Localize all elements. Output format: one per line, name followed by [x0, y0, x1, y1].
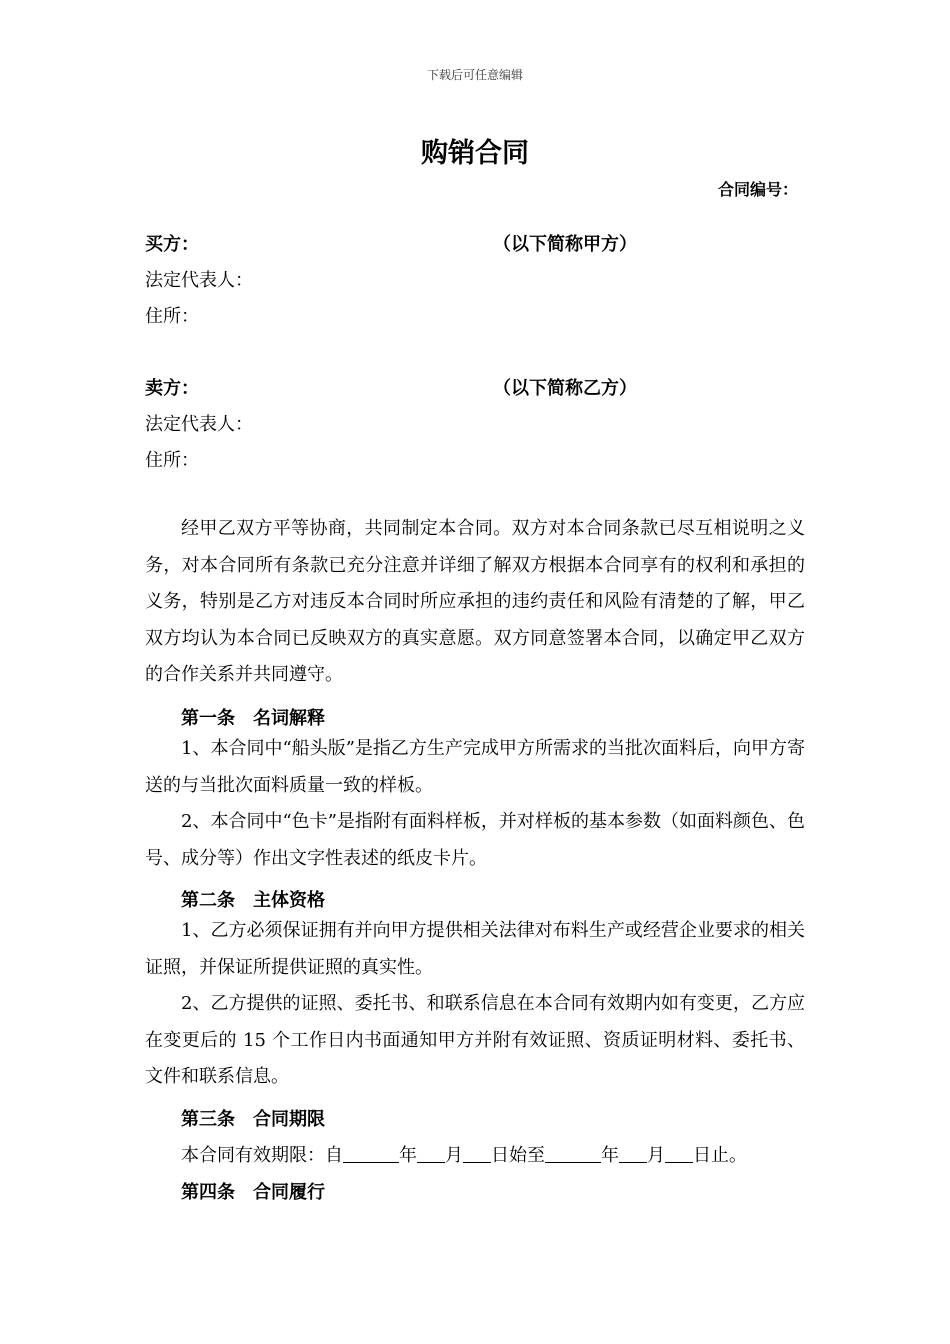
- header-note: 下载后可任意编辑: [426, 68, 523, 82]
- article3-term-line: [181, 1141, 747, 1167]
- start-year-label: 年: [399, 1145, 417, 1166]
- article3-heading: 第三条 合同期限: [181, 1109, 325, 1130]
- start-year-blank: [343, 1144, 399, 1163]
- article2-heading: 第二条 主体资格: [181, 890, 325, 911]
- buyer-representative-label: 法定代表人：: [145, 270, 253, 291]
- start-month-blank: [417, 1144, 445, 1163]
- buyer-alias: （以下简称甲方）: [493, 234, 637, 255]
- article1-item1: 1、本合同中“船头版”是指乙方生产完成甲方所需求的当批次面料后，向甲方寄送的与当批次面料质量一致的样板。: [145, 738, 805, 796]
- seller-representative-label: 法定代表人：: [145, 414, 253, 435]
- article2-item1: 1、乙方必须保证拥有并向甲方提供相关法律对布料生产或经营企业要求的相关证照，并保证所提供证照的真实性。: [145, 920, 805, 978]
- article2-item2: 2、乙方提供的证照、委托书、和联系信息在本合同有效期内如有变更，乙方应在变更后的 15 个工作日内书面通知甲方并附有效证照、资质证明材料、委托书、文件和联系信息。: [145, 993, 805, 1088]
- end-month-label: 月: [647, 1145, 665, 1166]
- article4-heading: 第四条 合同履行: [181, 1182, 325, 1203]
- preamble-paragraph: 经甲乙双方平等协商，共同制定本合同。双方对本合同条款已尽互相说明之义务，对本合同所有条款已充分注意并详细了解双方根据本合同享有的权利和承担的义务，特别是乙方对违反本合同时所应承担的违约责任和风险有清楚的了解，甲乙双方均认为本合同已反映双方的真实意愿。双方同意签署本合同，以确定甲乙双方的合作关系并共同遵守。: [145, 518, 805, 686]
- page-title: 购销合同: [421, 138, 529, 169]
- article1-item2: 2、本合同中“色卡”是指附有面料样板，并对样板的基本参数（如面料颜色、色号、成分等）作出文字性表述的纸皮卡片。: [145, 811, 805, 869]
- seller-label: 卖方：: [145, 378, 199, 399]
- contract-number-label: 合同编号：: [717, 180, 798, 199]
- start-day-label: 日始至: [491, 1145, 545, 1166]
- end-year-label: 年: [601, 1145, 619, 1166]
- start-month-label: 月: [445, 1145, 463, 1166]
- seller-alias: （以下简称乙方）: [493, 378, 637, 399]
- end-year-blank: [545, 1144, 601, 1163]
- end-month-blank: [619, 1144, 647, 1163]
- term-prefix: 本合同有效期限：自: [181, 1145, 343, 1166]
- buyer-address-label: 住所：: [145, 306, 199, 327]
- end-day-blank: [665, 1144, 693, 1163]
- buyer-label: 买方：: [145, 234, 199, 255]
- seller-address-label: 住所：: [145, 450, 199, 471]
- end-day-label: 日止。: [693, 1145, 747, 1166]
- article1-heading: 第一条 名词解释: [181, 708, 325, 729]
- start-day-blank: [463, 1144, 491, 1163]
